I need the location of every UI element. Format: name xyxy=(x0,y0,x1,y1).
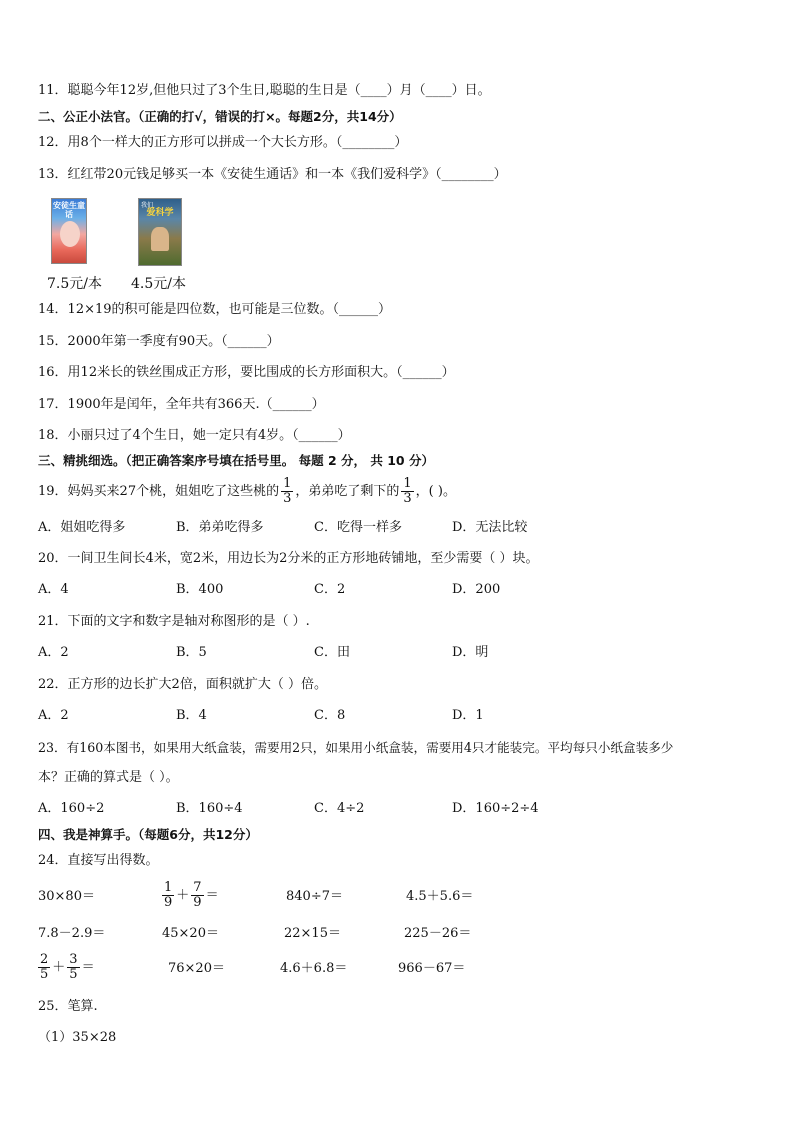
calc-r1c1: 30×80＝ xyxy=(38,889,95,904)
calc-r3c1: $\frac{2}{5}$ ＋ $\frac{3}{5}$ ＝ xyxy=(40,952,95,982)
question-19 xyxy=(38,476,456,508)
q20-option-d: D．200 xyxy=(452,582,501,597)
question-11: 11．聪聪今年12岁,但他只过了3个生日,聪聪的生日是（____）月（____）日。 xyxy=(38,83,491,98)
q22-option-a: A．2 xyxy=(38,708,69,723)
fraction-one-third: $\frac{1}{3}$ xyxy=(283,476,292,506)
section-2-heading: 二、公正小法官。（正确的打√，错误的打×。每题2分，共14分） xyxy=(38,109,402,124)
question-20: 20．一间卫生间长4米，宽2米，用边长为2分米的正方形地砖铺地，至少需要（ ）块。 xyxy=(38,551,539,566)
book-cover-science-subtitle: 我们 xyxy=(141,202,154,209)
calc-r1c3: 840÷7＝ xyxy=(286,889,343,904)
q23-option-c: C．4÷2 xyxy=(314,801,365,816)
question-12: 12．用8个一样大的正方形可以拼成一个大长方形。（________） xyxy=(38,135,408,150)
q21-option-d: D．明 xyxy=(452,645,489,660)
question-16: 16．用12米长的铁丝围成正方形，要比围成的长方形面积大。（______） xyxy=(38,365,455,380)
q21-option-a: A．2 xyxy=(38,645,69,660)
question-19-text-a: 19．妈妈买来27个桃，姐姐吃了这些桃的 xyxy=(38,484,280,499)
q23-option-d: D．160÷2÷4 xyxy=(452,801,539,816)
question-23-line-2: 本？正确的算式是（ ）。 xyxy=(38,770,179,785)
question-25: 25．笔算. xyxy=(38,999,98,1014)
calc-r2c1: 7.8－2.9＝ xyxy=(38,926,106,941)
q19-option-d: D．无法比较 xyxy=(452,520,528,535)
calc-r3c2: 76×20＝ xyxy=(168,961,225,976)
question-19-text-b: ，弟弟吃了剩下的 xyxy=(295,484,400,499)
section-4-heading: 四、我是神算手。（每题6分，共12分） xyxy=(38,827,258,842)
question-15: 15．2000年第一季度有90天。（______） xyxy=(38,334,280,349)
book-price-science: 4.5元/本 xyxy=(131,276,186,292)
calc-r1c4: 4.5＋5.6＝ xyxy=(406,889,474,904)
q19-option-a: A．姐姐吃得多 xyxy=(38,520,126,535)
calc-r1c2: $\frac{1}{9}$ ＋ $\frac{7}{9}$ ＝ xyxy=(164,880,219,910)
question-25-part-1: （1）35×28 xyxy=(38,1030,117,1045)
q22-option-c: C．8 xyxy=(314,708,346,723)
section-3-heading: 三、精挑细选。（把正确答案序号填在括号里。 每题 2 分， 共 10 分） xyxy=(38,453,434,468)
book-cover-science xyxy=(138,198,182,266)
calc-r3c3: 4.6＋6.8＝ xyxy=(280,961,348,976)
q22-option-b: B．4 xyxy=(176,708,207,723)
book-cover-andersen-title: 安徒生童话 xyxy=(53,201,85,219)
calc-r3c4: 966－67＝ xyxy=(398,961,466,976)
question-24: 24．直接写出得数。 xyxy=(38,853,159,868)
q20-option-a: A．4 xyxy=(38,582,69,597)
question-22: 22．正方形的边长扩大2倍，面积就扩大（ ）倍。 xyxy=(38,677,327,692)
q23-option-b: B．160÷4 xyxy=(176,801,243,816)
question-23-line-1: 23．有160本图书，如果用大纸盒装，需要用2只，如果用小纸盒装，需要用4只才能装完。平均每只小纸盒装多少 xyxy=(38,740,674,755)
book-cover-science-title: 爱科学 xyxy=(146,208,174,218)
calc-r2c3: 22×15＝ xyxy=(284,926,341,941)
q19-option-c: C．吃得一样多 xyxy=(314,520,402,535)
q22-option-d: D．1 xyxy=(452,708,484,723)
calc-r2c4: 225－26＝ xyxy=(404,926,472,941)
question-17: 17．1900年是闰年，全年共有366天.（______） xyxy=(38,397,325,412)
question-19-text-c: ，( )。 xyxy=(415,484,456,499)
question-21: 21．下面的文字和数字是轴对称图形的是（ ）. xyxy=(38,614,310,629)
fraction-one-third-2: $\frac{1}{3}$ xyxy=(403,476,412,506)
q19-option-b: B．弟弟吃得多 xyxy=(176,520,264,535)
question-13: 13．红红带20元钱足够买一本《安徒生通话》和一本《我们爱科学》（________） xyxy=(38,167,507,182)
book-price-andersen: 7.5元/本 xyxy=(47,276,102,292)
q20-option-c: C．2 xyxy=(314,582,346,597)
question-18: 18．小丽只过了4个生日，她一定只有4岁。（______） xyxy=(38,428,351,443)
q21-option-c: C．田 xyxy=(314,645,350,660)
calc-r2c2: 45×20＝ xyxy=(162,926,219,941)
q20-option-b: B．400 xyxy=(176,582,224,597)
q21-option-b: B．5 xyxy=(176,645,207,660)
question-14: 14．12×19的积可能是四位数，也可能是三位数。（______） xyxy=(38,302,392,317)
book-cover-andersen xyxy=(51,198,87,264)
q23-option-a: A．160÷2 xyxy=(38,801,105,816)
